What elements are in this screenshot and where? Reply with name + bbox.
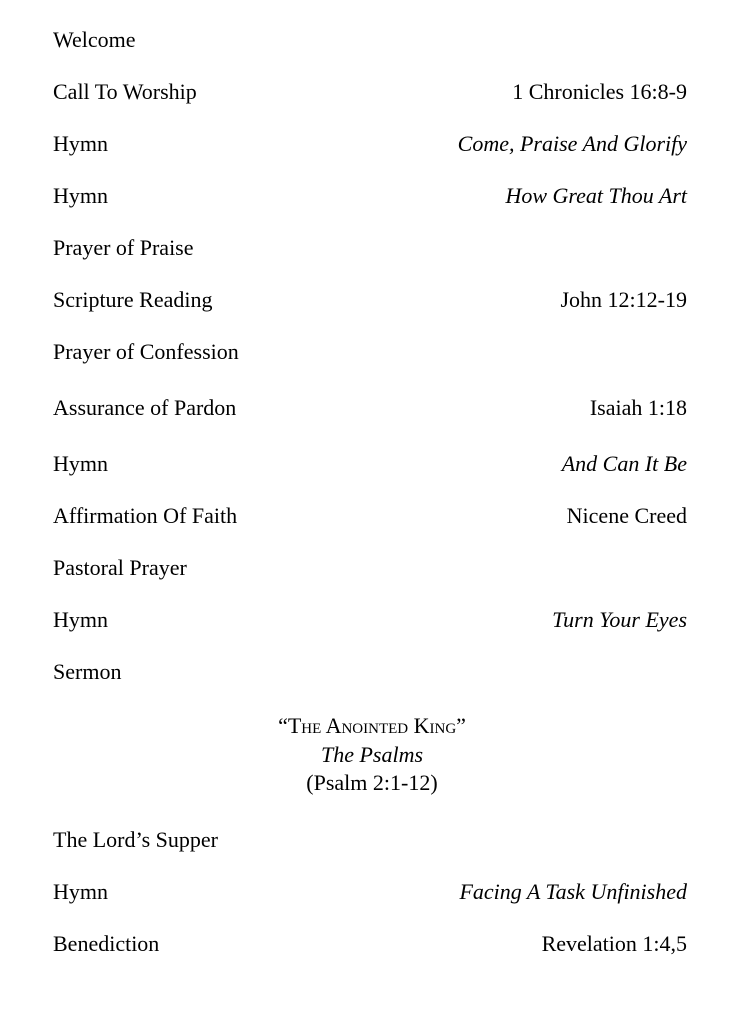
hymn-title: How Great Thou Art bbox=[505, 183, 687, 208]
service-item-label: Pastoral Prayer bbox=[53, 555, 187, 580]
sermon-title bbox=[0, 711, 744, 741]
hymn-title: Facing A Task Unfinished bbox=[459, 879, 687, 904]
service-item-label: Welcome bbox=[53, 27, 136, 52]
service-item-label: Hymn bbox=[53, 879, 108, 904]
service-item-call-to-worship bbox=[53, 77, 687, 107]
creed-name: Nicene Creed bbox=[566, 503, 687, 528]
service-item-label: The Lord’s Supper bbox=[53, 827, 218, 852]
service-item-assurance-of-pardon bbox=[53, 393, 687, 423]
service-item-label: Hymn bbox=[53, 451, 108, 476]
scripture-reference: 1 Chronicles 16:8-9 bbox=[512, 79, 687, 104]
service-item-label: Benediction bbox=[53, 931, 160, 956]
hymn-title: Turn Your Eyes bbox=[552, 607, 687, 632]
service-item-sermon bbox=[53, 657, 687, 687]
service-item-prayer-of-confession bbox=[53, 337, 687, 367]
service-item-label: Assurance of Pardon bbox=[53, 395, 237, 420]
service-item-label: Call To Worship bbox=[53, 79, 197, 104]
sermon-passage: (Psalm 2:1-12) bbox=[306, 770, 438, 795]
service-item-lords-supper bbox=[53, 825, 687, 855]
service-item-welcome bbox=[53, 25, 687, 55]
hymn-title: Come, Praise And Glorify bbox=[457, 131, 687, 156]
service-item-label: Affirmation Of Faith bbox=[53, 503, 238, 528]
scripture-reference: Revelation 1:4,5 bbox=[541, 931, 687, 956]
service-item-hymn bbox=[53, 605, 687, 635]
service-item-label: Prayer of Confession bbox=[53, 339, 239, 364]
sermon-title-text: “The Anointed King” bbox=[278, 713, 466, 738]
service-item-prayer-of-praise bbox=[53, 233, 687, 263]
service-item-label: Hymn bbox=[53, 183, 108, 208]
sermon-series: The Psalms bbox=[320, 742, 424, 767]
service-item-hymn bbox=[53, 877, 687, 907]
service-item-label: Sermon bbox=[53, 659, 122, 684]
service-item-affirmation-of-faith bbox=[53, 501, 687, 531]
service-item-pastoral-prayer bbox=[53, 553, 687, 583]
service-item-label: Hymn bbox=[53, 607, 108, 632]
service-item-benediction bbox=[53, 929, 687, 959]
service-item-label: Prayer of Praise bbox=[53, 235, 194, 260]
hymn-title: And Can It Be bbox=[561, 451, 687, 476]
service-item-hymn bbox=[53, 181, 687, 211]
sermon-info bbox=[0, 711, 744, 797]
scripture-reference: Isaiah 1:18 bbox=[589, 395, 687, 420]
service-item-label: Scripture Reading bbox=[53, 287, 213, 312]
service-item-label: Hymn bbox=[53, 131, 108, 156]
service-item-hymn bbox=[53, 129, 687, 159]
scripture-reference: John 12:12-19 bbox=[560, 287, 687, 312]
service-item-scripture-reading bbox=[53, 285, 687, 315]
service-item-hymn bbox=[53, 449, 687, 479]
